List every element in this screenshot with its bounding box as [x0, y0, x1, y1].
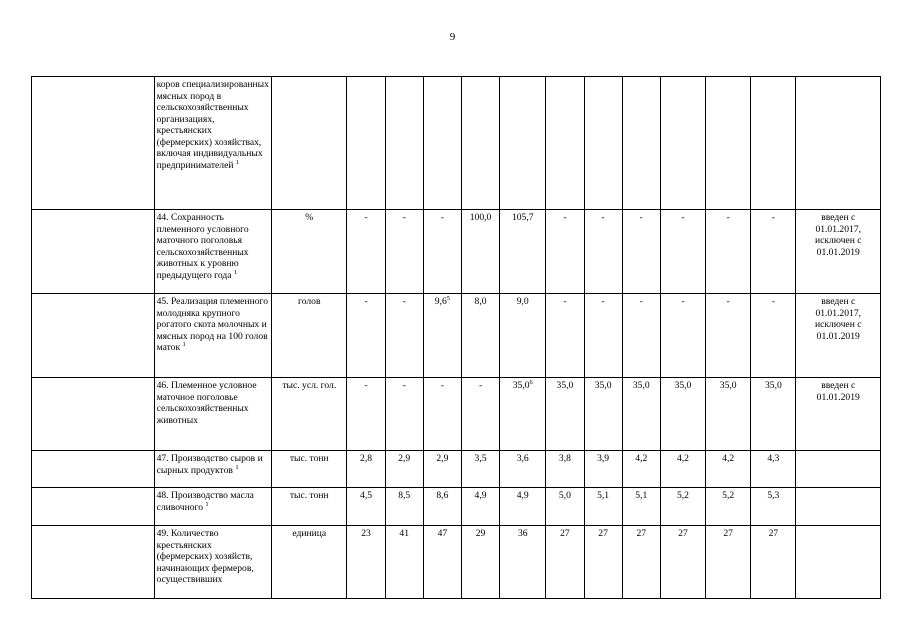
value: 35,0 [632, 380, 650, 391]
value: 8,6 [436, 490, 449, 501]
note-cell [796, 488, 881, 526]
value-cell [546, 451, 584, 488]
footnote-mark: 1 [235, 463, 239, 471]
value-cell [584, 378, 622, 451]
value: - [639, 212, 643, 223]
value: 3,8 [558, 453, 571, 464]
indicator-name-cell [154, 451, 272, 488]
unit-cell: единица [272, 526, 347, 599]
value: 35,0 [764, 380, 782, 391]
value-cell [751, 526, 796, 599]
table-row [32, 210, 881, 294]
value-cell [461, 526, 499, 599]
value: 2,9 [436, 453, 449, 464]
value-cell [546, 378, 584, 451]
value-cell [546, 488, 584, 526]
value: 105,7 [511, 212, 534, 223]
value: - [639, 296, 643, 307]
value-cell [622, 488, 660, 526]
value: 4,5 [360, 490, 373, 501]
table-row [32, 451, 881, 488]
value-cell [660, 210, 705, 294]
value: 27 [598, 528, 608, 539]
note-cell: введен с 01.01.2017, исключен с 01.01.2019 [796, 210, 881, 294]
value-cell [347, 451, 385, 488]
value-cell [347, 294, 385, 378]
value: 35,0 [674, 380, 692, 391]
value: 8,5 [398, 490, 411, 501]
value: - [364, 296, 368, 307]
value-cell [622, 294, 660, 378]
value: - [440, 212, 444, 223]
blank-cell [32, 451, 155, 488]
value: 4,2 [722, 453, 735, 464]
table-row [32, 294, 881, 378]
value-cell [385, 451, 423, 488]
value-cell [500, 526, 546, 599]
value: 5,2 [722, 490, 735, 501]
value-cell [385, 488, 423, 526]
value-cell [622, 378, 660, 451]
note-cell [796, 526, 881, 599]
value-cell [706, 488, 751, 526]
value: - [478, 380, 483, 391]
unit-cell: тыс. усл. гол. [272, 378, 347, 451]
value-cell [500, 294, 546, 378]
note-cell [796, 77, 881, 210]
value-cell [347, 77, 385, 210]
indicator-name-cell [154, 526, 272, 599]
unit-cell [272, 77, 347, 210]
value-cell [385, 77, 423, 210]
value: 4,3 [767, 453, 780, 464]
blank-cell [32, 294, 155, 378]
footnote-mark: 1 [205, 500, 209, 508]
blank-cell [32, 77, 155, 210]
footnote-mark: 1 [235, 158, 240, 166]
indicator-name-cell [154, 294, 272, 378]
value-cell [546, 526, 584, 599]
indicator-name: 46. Племенное условное маточное поголовье сельскохозяйственных животных [156, 380, 257, 426]
value-cell [546, 77, 584, 210]
value-cell [751, 294, 796, 378]
value: 9,6 [434, 296, 447, 307]
value: 5,3 [767, 490, 780, 501]
value-cell [461, 488, 499, 526]
blank-cell [32, 488, 155, 526]
indicator-name: 47. Производство сыров и сырных продуктов [156, 453, 263, 476]
value: 5,1 [597, 490, 610, 501]
note-cell: введен с 01.01.2019 [796, 378, 881, 451]
value-cell [461, 294, 499, 378]
value: - [563, 296, 567, 307]
value: 35,0 [512, 380, 530, 391]
indicator-name-cell [154, 378, 272, 451]
value: - [726, 296, 730, 307]
value: 3,9 [597, 453, 610, 464]
note-cell: введен с 01.01.2017, исключен с 01.01.2019 [796, 294, 881, 378]
blank-cell [32, 526, 155, 599]
value: - [402, 380, 406, 391]
value: 100,0 [469, 212, 492, 223]
value-cell [660, 488, 705, 526]
value: 27 [723, 528, 733, 539]
value: 41 [399, 528, 409, 539]
value: 4,9 [474, 490, 487, 501]
value-cell [584, 210, 622, 294]
value: - [601, 296, 605, 307]
table-row [32, 526, 881, 599]
value: - [402, 296, 406, 307]
value: 36 [517, 528, 528, 539]
footnote-mark: 1 [233, 268, 238, 276]
footnote-mark: 5 [446, 295, 450, 302]
value-cell [706, 294, 751, 378]
value-cell [660, 77, 705, 210]
indicator-name: 45. Реализация племенного молодняка крупного рогатого скота молочных и мясных пород на 100 голов маток [156, 296, 268, 353]
value: 9,0 [516, 296, 529, 307]
table-row [32, 77, 881, 210]
value: 27 [768, 528, 779, 539]
value: 2,9 [398, 453, 411, 464]
indicator-name-cell [154, 488, 272, 526]
footnote-mark: 6 [529, 379, 533, 386]
unit-cell: тыс. тонн [272, 488, 347, 526]
value-cell [584, 294, 622, 378]
value-cell [423, 488, 461, 526]
value: 35,0 [719, 380, 737, 391]
value-cell [546, 210, 584, 294]
unit-cell: тыс. тонн [272, 451, 347, 488]
value-cell [385, 526, 423, 599]
value-cell [500, 488, 546, 526]
value-cell [706, 378, 751, 451]
indicator-name: 48. Производство масла сливочного [156, 490, 254, 513]
value-cell [660, 294, 705, 378]
value: 3,6 [516, 453, 529, 464]
value: 5,1 [635, 490, 648, 501]
value-cell [461, 77, 499, 210]
value: - [601, 212, 605, 223]
value-cell [461, 451, 499, 488]
value-cell [347, 210, 385, 294]
value-cell [706, 210, 751, 294]
value: - [402, 212, 406, 223]
table-row [32, 488, 881, 526]
value: 27 [560, 528, 570, 539]
value-cell [500, 451, 546, 488]
value-cell [622, 526, 660, 599]
blank-cell [32, 210, 155, 294]
value-cell [660, 526, 705, 599]
value-cell [347, 378, 385, 451]
value: 4,2 [635, 453, 648, 464]
value-cell [584, 526, 622, 599]
value: 4,9 [516, 490, 529, 501]
value-cell [423, 451, 461, 488]
value: 27 [636, 528, 647, 539]
value-cell [622, 451, 660, 488]
table-row [32, 378, 881, 451]
value-cell [385, 210, 423, 294]
value-cell [423, 378, 461, 451]
value: - [771, 212, 775, 223]
value-cell [706, 77, 751, 210]
value-cell [706, 526, 751, 599]
indicator-name-cell [154, 210, 272, 294]
indicator-name: 49. Количество крестьянских (фермерских) хозяйств, начинающих фермеров, осуществивших [156, 528, 254, 585]
value: 47 [437, 528, 448, 539]
value: - [563, 212, 567, 223]
value: 35,0 [556, 380, 574, 391]
value: 5,2 [676, 490, 689, 501]
value-cell [751, 488, 796, 526]
value-cell [660, 451, 705, 488]
value-cell [461, 210, 499, 294]
value-cell [751, 210, 796, 294]
value: 3,5 [474, 453, 487, 464]
value: - [364, 212, 368, 223]
value-cell [751, 378, 796, 451]
value: - [771, 296, 775, 307]
value: - [440, 380, 444, 391]
page-number: 9 [449, 31, 456, 43]
value-cell [500, 77, 546, 210]
indicator-name-cell [154, 77, 272, 210]
indicator-name: коров специализированных мясных пород в сельскохозяйственных организациях, крестьянских (фермерских) хозяйствах, включая индивидуальных предпринимателей [156, 79, 269, 171]
unit-cell: голов [272, 294, 347, 378]
unit-cell: % [272, 210, 347, 294]
blank-cell [32, 378, 155, 451]
value-cell [423, 77, 461, 210]
footnote-mark: 1 [182, 341, 186, 348]
value-cell [500, 378, 546, 451]
value-cell [385, 294, 423, 378]
value-cell [622, 210, 660, 294]
value: 27 [678, 528, 688, 539]
value-cell [546, 294, 584, 378]
value-cell [423, 294, 461, 378]
indicators-table [31, 76, 881, 599]
note-cell [796, 451, 881, 488]
value-cell [751, 77, 796, 210]
value-cell [584, 488, 622, 526]
value: - [364, 380, 368, 391]
value-cell [751, 451, 796, 488]
value-cell [500, 210, 546, 294]
value: - [681, 296, 685, 307]
value: 4,2 [676, 453, 689, 464]
table-body [32, 77, 881, 599]
value-cell [347, 526, 385, 599]
value: - [726, 212, 730, 223]
value-cell [584, 451, 622, 488]
value: - [681, 212, 685, 223]
value: 23 [361, 528, 371, 539]
value-cell [706, 451, 751, 488]
value: 35,0 [594, 380, 612, 391]
indicator-name: 44. Сохранность племенного условного маточного поголовья сельскохозяйственных животных к уровню предыдущего года [156, 212, 249, 281]
value-cell [347, 488, 385, 526]
value: 29 [475, 528, 486, 539]
value-cell [584, 77, 622, 210]
value-cell [423, 210, 461, 294]
value: 8,0 [474, 296, 487, 307]
value-cell [622, 77, 660, 210]
value-cell [461, 378, 499, 451]
value-cell [660, 378, 705, 451]
value: 5,0 [558, 490, 571, 501]
value-cell [385, 378, 423, 451]
value-cell [423, 526, 461, 599]
value: 2,8 [360, 453, 373, 464]
